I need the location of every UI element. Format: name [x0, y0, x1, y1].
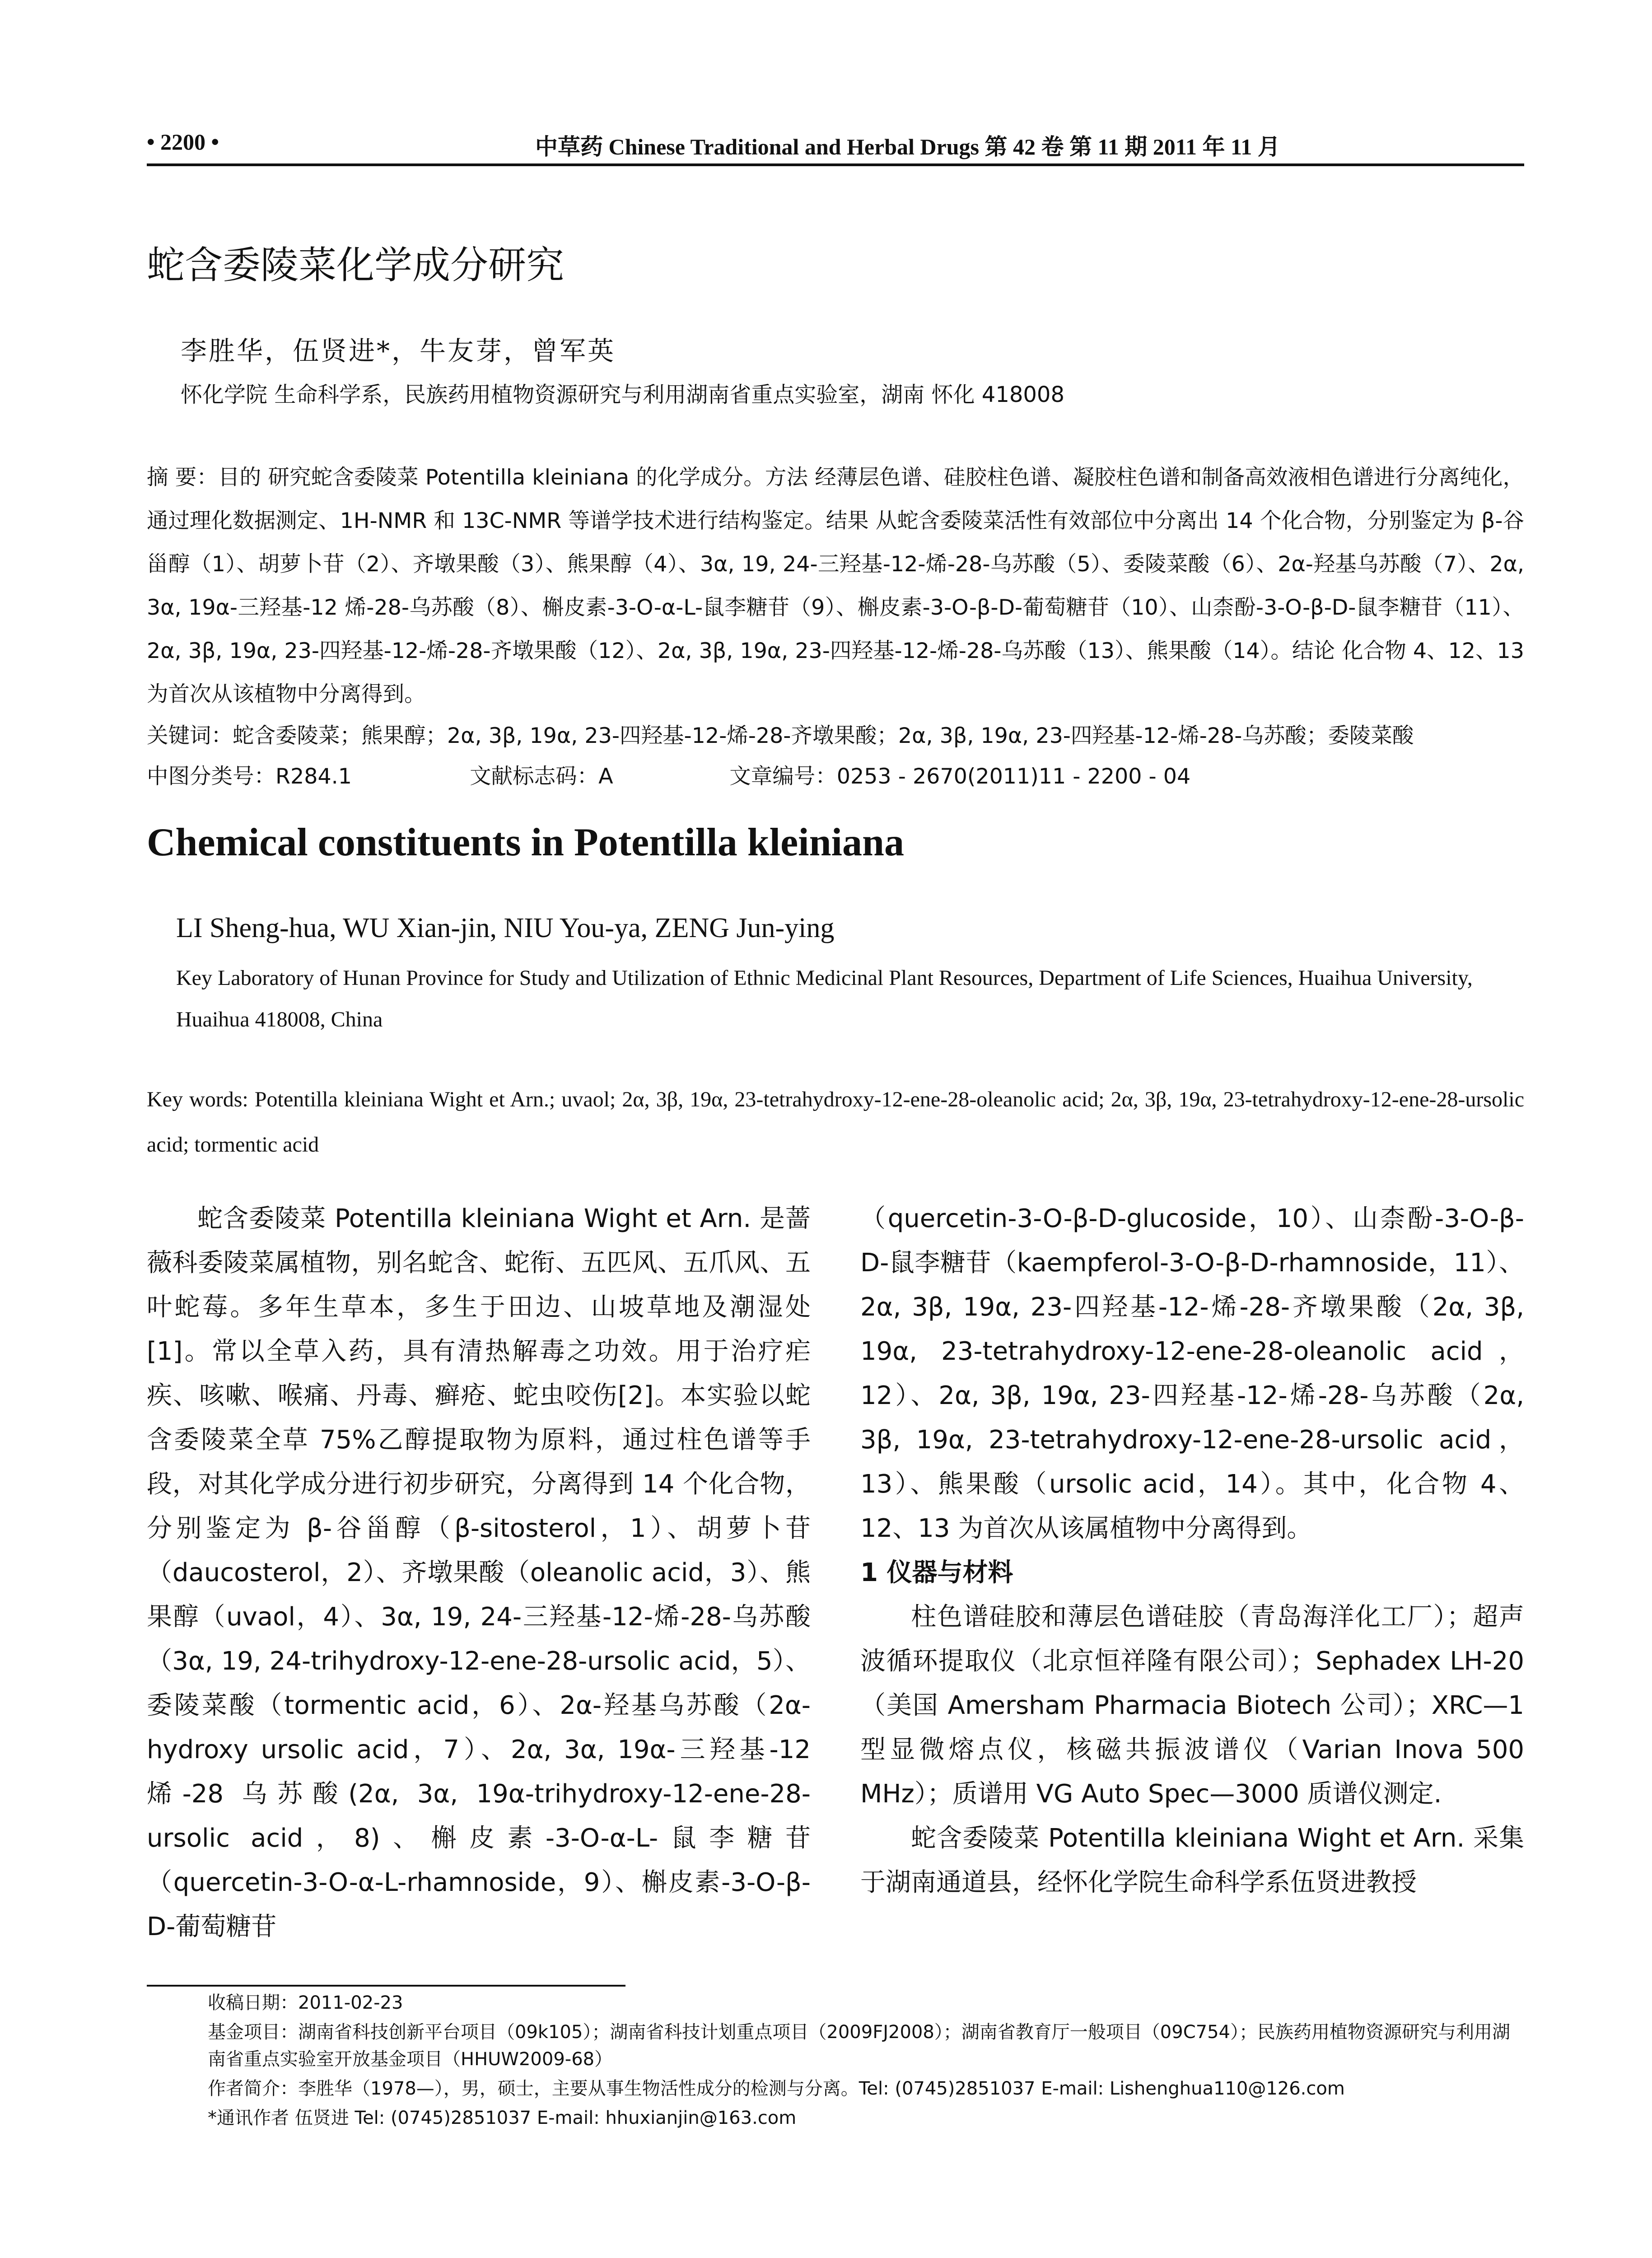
article-number: 文章编号：0253 - 2670(2011)11 - 2200 - 04: [729, 764, 1191, 789]
footnote-rule: [147, 1985, 625, 1987]
footnote-author-bio: 作者简介：李胜华（1978—），男，硕士，主要从事生物活性成分的检测与分离。Tel: (0745)2851037 E-mail: Lishenghua110@126.com: [208, 2078, 1345, 2099]
materials-paragraph: 柱色谱硅胶和薄层色谱硅胶（青岛海洋化工厂）；超声波循环提取仪（北京恒祥隆有限公司）；Sephadex LH-20（美国 Amersham Pharmacia Biotech 公司）；XRC—1 型显微熔点仪，核磁共振波谱仪（Varian Inova 500 MHz）；质谱用 VG Auto Spec—3000 质谱仪测定.: [860, 1602, 1524, 1809]
running-header: [147, 129, 1524, 165]
header-rule: [147, 163, 1524, 166]
affiliation-cn: 怀化学院 生命科学系，民族药用植物资源研究与利用湖南省重点实验室，湖南 怀化 418008: [181, 382, 1065, 407]
footnote-fund: 基金项目：湖南省科技创新平台项目（09k105）；湖南省科技计划重点项目（2009FJ2008）；湖南省教育厅一般项目（09C754）；民族药用植物资源研究与利用湖南省重点实验室开放基金项目（HHUW2009-68）: [208, 2022, 1510, 2070]
document-code: 文献标志码：A: [470, 764, 613, 789]
keywords-en: Key words: Potentilla kleiniana Wight et Arn.; uvaol; 2α, 3β, 19α, 23-tetrahydroxy-12-ene-28-oleanolic acid; 2α, 3β, 19α, 23-tetrahydroxy-12-ene-28-ursolic acid; tormentic acid: [147, 1087, 1524, 1157]
authors-en: LI Sheng-hua, WU Xian-jin, NIU You-ya, ZENG Jun-ying: [176, 913, 835, 943]
plant-material-paragraph: 蛇含委陵菜 Potentilla kleiniana Wight et Arn. 采集于湖南通道县，经怀化学院生命科学系伍贤进教授: [860, 1824, 1524, 1897]
abstract-cn: 摘 要：目的 研究蛇含委陵菜 Potentilla kleiniana 的化学成分。方法 经薄层色谱、硅胶柱色谱、凝胶柱色谱和制备高效液相色谱进行分离纯化，通过理化数据测定、1H-NMR 和 13C-NMR 等谱学技术进行结构鉴定。结果 从蛇含委陵菜活性有效部位中分离出 14 个化合物，分别鉴定为 β-谷甾醇（1）、胡萝卜苷（2）、齐墩果酸（3）、熊果醇（4）、3α, 19, 24-三羟基-12-烯-28-乌苏酸（5）、委陵菜酸（6）、2α-羟基乌苏酸（7）、2α, 3α, 19α-三羟基-12 烯-28-乌苏酸（8）、槲皮素-3-O-α-L-鼠李糖苷（9）、槲皮素-3-O-β-D-葡萄糖苷（10）、山柰酚-3-O-β-D-鼠李糖苷（11）、2α, 3β, 19α, 23-四羟基-12-烯-28-齐墩果酸（12）、2α, 3β, 19α, 23-四羟基-12-烯-28-乌苏酸（13）、熊果酸（14）。结论 化合物 4、12、13 为首次从该植物中分离得到。: [147, 465, 1524, 707]
body-right-column: [860, 1197, 1524, 1905]
footnote-corresponding: *通讯作者 伍贤进 Tel: (0745)2851037 E-mail: hhuxianjin@163.com: [208, 2108, 797, 2128]
journal-title: 中草药 Chinese Traditional and Herbal Drugs 第 42 卷 第 11 期 2011 年 11 月: [535, 134, 1280, 159]
intro-paragraph-continued: （quercetin-3-O-β-D-glucoside，10）、山柰酚-3-O-β-D-鼠李糖苷（kaempferol-3-O-β-D-rhamnoside，11）、2α, 3β, 19α, 23-四羟基-12-烯-28-齐墩果酸（2α, 3β, 19α, 23-tetrahydroxy-12-ene-28-oleanolic acid，12）、2α, 3β, 19α, 23-四羟基-12-烯-28-乌苏酸（2α, 3β, 19α, 23-tetrahydroxy-12-ene-28-ursolic acid，13）、熊果酸（ursolic acid，14）。其中，化合物 4、12、13 为首次从该属植物中分离得到。: [860, 1204, 1524, 1543]
authors-cn: 李胜华，伍贤进*，牛友芽，曾军英: [181, 336, 616, 366]
body-left-column: [147, 1197, 811, 1949]
page-number: • 2200 •: [147, 129, 219, 154]
paper-title-en: Chemical constituents in Potentilla kleiniana: [147, 821, 904, 864]
keywords-cn: 关键词：蛇含委陵菜；熊果醇；2α, 3β, 19α, 23-四羟基-12-烯-28-齐墩果酸；2α, 3β, 19α, 23-四羟基-12-烯-28-乌苏酸；委陵菜酸: [147, 723, 1414, 748]
paper-title-cn: 蛇含委陵菜化学成分研究: [147, 243, 565, 287]
section-heading-materials: 1 仪器与材料: [860, 1558, 1013, 1587]
intro-paragraph: 蛇含委陵菜 Potentilla kleiniana Wight et Arn. 是蔷薇科委陵菜属植物，别名蛇含、蛇衔、五匹风、五爪风、五叶蛇莓。多年生草本，多生于田边、山坡草地及潮湿处[1]。常以全草入药，具有清热解毒之功效。用于治疗疟疾、咳嗽、喉痛、丹毒、癣疮、蛇虫咬伤[2]。本实验以蛇含委陵菜全草 75%乙醇提取物为原料，通过柱色谱等手段，对其化学成分进行初步研究，分离得到 14 个化合物，分别鉴定为 β-谷甾醇（β-sitosterol，1）、胡萝卜苷（daucosterol，2）、齐墩果酸（oleanolic acid，3）、熊果醇（uvaol，4）、3α, 19, 24-三羟基-12-烯-28-乌苏酸（3α, 19, 24-trihydroxy-12-ene-28-ursolic acid，5）、委陵菜酸（tormentic acid，6）、2α-羟基乌苏酸（2α-hydroxy ursolic acid，7）、2α, 3α, 19α-三羟基-12 烯-28 乌苏酸(2α, 3α, 19α-trihydroxy-12-ene-28-ursolic acid，8)、槲皮素-3-O-α-L-鼠李糖苷（quercetin-3-O-α-L-rhamnoside，9）、槲皮素-3-O-β-D-葡萄糖苷: [147, 1204, 811, 1941]
affiliation-en: Key Laboratory of Hunan Province for Study and Utilization of Ethnic Medicinal Plant Resources, Department of Life Sciences, Huaihua University, Huaihua 418008, China: [176, 966, 1473, 1031]
footnote-received: 收稿日期：2011-02-23: [208, 1992, 403, 2013]
classification-line: [147, 759, 1190, 790]
clc-number: 中图分类号：R284.1: [147, 764, 352, 789]
